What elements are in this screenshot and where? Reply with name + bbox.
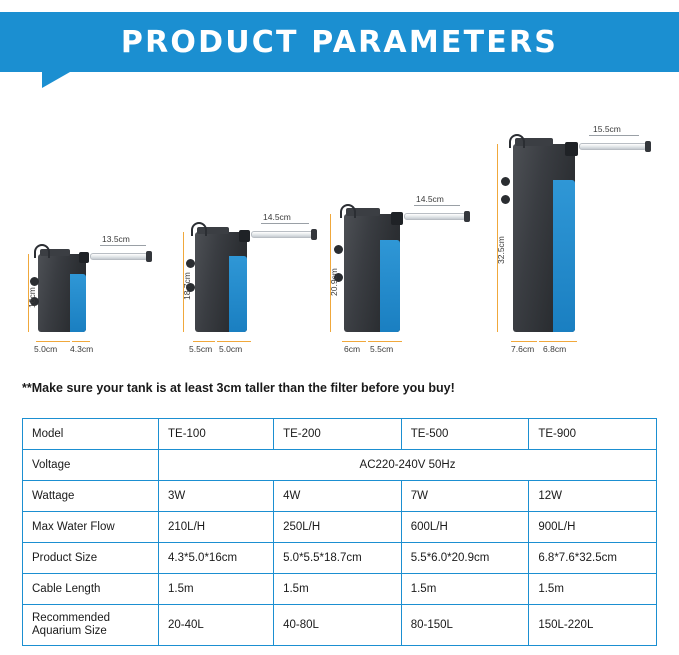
suction-cup bbox=[334, 245, 343, 254]
size-te-200: 5.0*5.5*18.7cm bbox=[274, 543, 402, 574]
blue-panel bbox=[380, 240, 400, 332]
table-row-voltage bbox=[23, 450, 657, 481]
hanger-hook bbox=[191, 222, 207, 236]
size-te-500: 5.5*6.0*20.9cm bbox=[401, 543, 529, 574]
depth-dim-label: 4.3cm bbox=[70, 344, 94, 354]
product-illustrations bbox=[0, 90, 679, 360]
table-row-wattage bbox=[23, 481, 657, 512]
table-row-aquarium-size bbox=[23, 605, 657, 646]
product-te-100 bbox=[27, 212, 178, 354]
outlet-nozzle bbox=[79, 252, 89, 263]
size-te-100: 4.3*5.0*16cm bbox=[159, 543, 274, 574]
table-row-cable-length bbox=[23, 574, 657, 605]
depth-dim-line bbox=[217, 341, 251, 342]
cable-te-200: 1.5m bbox=[274, 574, 402, 605]
suction-cup bbox=[501, 177, 510, 186]
outlet-tube bbox=[404, 213, 466, 220]
product-te-200 bbox=[182, 182, 343, 354]
voltage-value: AC220-240V 50Hz bbox=[159, 450, 657, 481]
height-dim-label: 32.5cm bbox=[496, 236, 506, 264]
tube-end-cap bbox=[645, 141, 651, 152]
aquarium-te-100: 20-40L bbox=[159, 605, 274, 646]
model-te-900: TE-900 bbox=[529, 419, 657, 450]
blue-panel bbox=[553, 180, 575, 332]
depth-dim-line bbox=[539, 341, 577, 342]
tube-dim-leader bbox=[414, 205, 460, 206]
row-label-aquarium-size bbox=[23, 605, 159, 646]
wattage-te-200: 4W bbox=[274, 481, 402, 512]
tube-end-cap bbox=[311, 229, 317, 240]
cable-te-900: 1.5m bbox=[529, 574, 657, 605]
tube-dim-label: 13.5cm bbox=[102, 234, 130, 244]
height-dim-label: 20.9cm bbox=[329, 268, 339, 296]
cable-te-100: 1.5m bbox=[159, 574, 274, 605]
width-dim-line bbox=[36, 341, 70, 342]
tube-dim-label: 15.5cm bbox=[593, 124, 621, 134]
tube-dim-leader bbox=[589, 135, 639, 136]
blue-panel bbox=[229, 256, 247, 332]
row-label-model: Model bbox=[23, 419, 159, 450]
row-label-cable-length: Cable Length bbox=[23, 574, 159, 605]
hanger-hook bbox=[340, 204, 356, 218]
row-label-product-size: Product Size bbox=[23, 543, 159, 574]
filter-body bbox=[344, 214, 400, 332]
wattage-te-500: 7W bbox=[401, 481, 529, 512]
model-te-100: TE-100 bbox=[159, 419, 274, 450]
flow-te-500: 600L/H bbox=[401, 512, 529, 543]
height-dim-label: 18.7cm bbox=[182, 272, 192, 300]
row-label-voltage: Voltage bbox=[23, 450, 159, 481]
cable-te-500: 1.5m bbox=[401, 574, 529, 605]
tube-dim-leader bbox=[261, 223, 309, 224]
row-label-wattage: Wattage bbox=[23, 481, 159, 512]
width-dim-label: 7.6cm bbox=[511, 344, 535, 354]
width-dim-line bbox=[342, 341, 366, 342]
outlet-tube bbox=[251, 231, 313, 238]
row-label-max-water-flow: Max Water Flow bbox=[23, 512, 159, 543]
row-label-line2: Aquarium Size bbox=[32, 625, 107, 637]
tube-dim-label: 14.5cm bbox=[263, 212, 291, 222]
wattage-te-900: 12W bbox=[529, 481, 657, 512]
outlet-tube bbox=[579, 143, 647, 150]
wattage-te-100: 3W bbox=[159, 481, 274, 512]
size-te-900: 6.8*7.6*32.5cm bbox=[529, 543, 657, 574]
width-dim-line bbox=[511, 341, 537, 342]
depth-dim-line bbox=[368, 341, 402, 342]
model-te-500: TE-500 bbox=[401, 419, 529, 450]
suction-cup bbox=[30, 277, 39, 286]
spec-table-wrapper bbox=[22, 418, 657, 646]
outlet-nozzle bbox=[391, 212, 403, 225]
tube-dim-label: 14.5cm bbox=[416, 194, 444, 204]
flow-te-900: 900L/H bbox=[529, 512, 657, 543]
suction-cup bbox=[501, 195, 510, 204]
filter-body bbox=[195, 232, 247, 332]
hanger-hook bbox=[509, 134, 525, 148]
width-dim-line bbox=[193, 341, 215, 342]
height-dim-label: 16cm bbox=[27, 287, 37, 308]
buy-note: **Make sure your tank is at least 3cm taller than the filter before you buy! bbox=[22, 381, 455, 395]
width-dim-label: 5.5cm bbox=[189, 344, 213, 354]
banner-notch bbox=[42, 72, 70, 88]
table-row-max-water-flow bbox=[23, 512, 657, 543]
tube-end-cap bbox=[464, 211, 470, 222]
row-label-line1: Recommended bbox=[32, 612, 110, 624]
flow-te-100: 210L/H bbox=[159, 512, 274, 543]
product-te-500 bbox=[329, 167, 495, 354]
filter-body bbox=[513, 144, 575, 332]
width-dim-label: 5.0cm bbox=[34, 344, 58, 354]
tube-dim-leader bbox=[100, 245, 146, 246]
depth-dim-label: 6.8cm bbox=[543, 344, 567, 354]
table-row-model bbox=[23, 419, 657, 450]
header-banner bbox=[0, 12, 679, 72]
outlet-tube bbox=[90, 253, 148, 260]
depth-dim-label: 5.0cm bbox=[219, 344, 243, 354]
table-row-product-size bbox=[23, 543, 657, 574]
outlet-nozzle bbox=[239, 230, 250, 242]
aquarium-te-200: 40-80L bbox=[274, 605, 402, 646]
tube-end-cap bbox=[146, 251, 152, 262]
blue-panel bbox=[70, 274, 86, 332]
suction-cup bbox=[186, 259, 195, 268]
outlet-nozzle bbox=[565, 142, 578, 156]
page-title: PRODUCT PARAMETERS bbox=[120, 24, 559, 60]
model-te-200: TE-200 bbox=[274, 419, 402, 450]
width-dim-label: 6cm bbox=[344, 344, 361, 354]
spec-table bbox=[22, 418, 657, 646]
depth-dim-label: 5.5cm bbox=[370, 344, 394, 354]
flow-te-200: 250L/H bbox=[274, 512, 402, 543]
aquarium-te-500: 80-150L bbox=[401, 605, 529, 646]
aquarium-te-900: 150L-220L bbox=[529, 605, 657, 646]
filter-body bbox=[38, 254, 86, 332]
product-te-900 bbox=[496, 102, 672, 354]
hanger-hook bbox=[34, 244, 50, 258]
depth-dim-line bbox=[72, 341, 90, 342]
